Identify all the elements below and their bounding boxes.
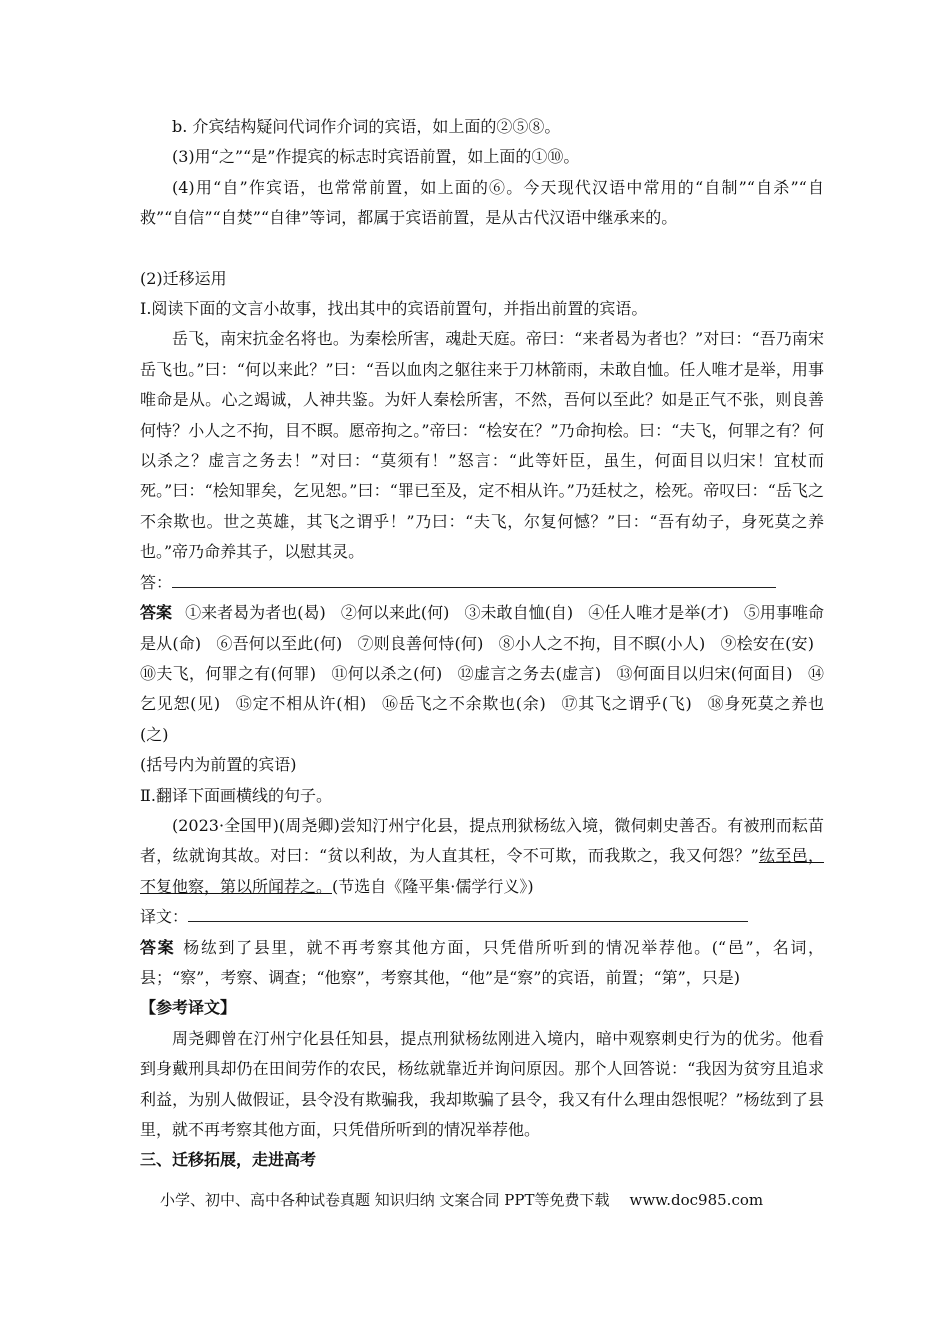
underlined-sentence: 纮至邑，不复他察，第以所闻荐之。: [140, 846, 824, 896]
answer-item: ⑫虚言之务去(虚言): [457, 663, 602, 683]
page-footer: [160, 1188, 800, 1212]
question-1-answer-line: [140, 568, 824, 598]
question-1-answer-block: [140, 598, 824, 750]
question-2-answer-block: [140, 933, 824, 994]
reference-translation: 周尧卿曾在汀州宁化县任知县，提点刑狱杨纮刚进入境内，暗中观察刺史行为的优劣。他看到身戴刑具却仍在田间劳作的农民，杨纮就靠近并询问原因。那个人回答说：“我因为贫穷且追求利益，为别人做假证，县令没有欺骗我，我却欺骗了县令，我又有什么理由怨恨呢？”杨纮到了县里，就不再考察其他方面，只凭借所听到的情况举荐他。: [140, 1028, 824, 1139]
question-2-passage: [140, 811, 824, 902]
answer-item: ⑯岳飞之不余欺也(余): [382, 694, 546, 714]
answer-item: ⑭乞见恕(见): [140, 663, 824, 714]
translation-prompt: 译文：: [140, 907, 189, 927]
answer-item: ⑥吾何以至此(何): [216, 633, 343, 653]
answer-item: ⑬何面目以归宋(何面目): [616, 663, 793, 683]
section-three-heading: 三、迁移拓展，走进高考: [140, 1150, 317, 1170]
answer-item: ④任人唯才是举(才): [588, 603, 729, 623]
answer-item: ⑱身死莫之养也(之): [140, 694, 824, 744]
answer-note: (括号内为前置的宾语): [140, 755, 297, 775]
question-1-passage: 岳飞，南宋抗金名将也。为秦桧所害，魂赴天庭。帝曰：“来者曷为者也？”对曰：“吾乃南宋岳飞也。”曰：“何以来此？”曰：“吾以血肉之躯往来于刀林箭雨，未敢自恤。任人唯才是举，用事唯命是从。心之竭诚，人神共鉴。为奸人秦桧所害，不然，吾何以至此？如是正气不张，则良善何恃？小人之不拘，目不瞑。愿帝拘之。”帝曰：“桧安在？”乃命拘桧。曰：“夫飞，何罪之有？何以杀之？虚言之务去！”对曰：“莫须有！”怒言：“此等奸臣，虽生，何面目以归宋！宜杖而死。”曰：“桧知罪矣，乞见恕。”曰：“罪已至及，定不相从许。”乃廷杖之，桧死。帝叹曰：“岳飞之不余欺也。世之英雄，其飞之谓乎！”乃曰：“夫飞，尔复何憾？”曰：“吾有幼子，身死莫之养也。”帝乃命养其子，以慰其灵。: [140, 329, 824, 562]
answer-item: ⑧小人之不拘，目不瞑(小人): [498, 633, 706, 653]
answer-item: ⑪何以杀之(何): [331, 663, 443, 683]
question-1-label: Ⅰ.阅读下面的文言小故事，找出其中的宾语前置句，并指出前置的宾语。: [140, 299, 648, 319]
answer-blank-line[interactable]: [172, 569, 776, 588]
rule-4-paragraph: (4)用“自”作宾语，也常常前置，如上面的⑥。今天现代汉语中常用的“自制”“自杀”“自救”“自信”“自焚”“自律”等词，都属于宾语前置，是从古代汉语中继承来的。: [140, 177, 824, 228]
answer-item: ①来者曷为者也(曷): [185, 603, 326, 623]
footer-text: 小学、初中、高中各种试卷真题 知识归纳 文案合同 PPT等免费下载: [160, 1191, 610, 1209]
answer-label: 答案: [140, 603, 173, 623]
answer-item: ⑨桧安在(安): [720, 633, 814, 653]
answer-item: ③未敢自恤(自): [464, 603, 574, 623]
answer-item: ⑰其飞之谓乎(飞): [561, 694, 692, 714]
passage-text: (2023·全国甲)(周尧卿)尝知汀州宁化县，提点刑狱杨纮入境，微伺刺史善否。有被刑而耘苗者，纮就询其故。对曰：“贫以利故，为人直其枉，令不可欺，而我欺之，我又何怨？”: [140, 815, 824, 866]
footer-url[interactable]: www.doc985.com: [629, 1191, 764, 1209]
question-2-answer-text: 杨纮到了县里，就不再考察其他方面，只凭借所听到的情况举荐他。(“邑”，名词，县；“察”，考察、调查；“他察”，考察其他，“他”是“察”的宾语，前置；“第”，只是): [140, 937, 824, 987]
answer-item: ⑩夫飞，何罪之有(何罪): [140, 663, 317, 683]
question-2-label: Ⅱ.翻译下面画横线的句子。: [140, 785, 332, 805]
translation-blank-line[interactable]: [188, 903, 748, 922]
section-spacer: [140, 234, 824, 264]
answer-item: ⑤用事唯命是从(命): [140, 603, 824, 653]
passage-source: (节选自《隆平集·儒学行义》): [332, 876, 534, 896]
answer-label: 答案: [140, 937, 176, 957]
answer-prompt: 答：: [140, 572, 173, 592]
rule-3-line: (3)用“之”“是”作提宾的标志时宾语前置，如上面的①⑩。: [172, 147, 580, 167]
answer-item: ⑦则良善何恃(何): [357, 633, 484, 653]
rule-b-line: b. 介宾结构疑问代词作介词的宾语，如上面的②⑤⑧。: [172, 117, 561, 136]
answer-item: ⑮定不相从许(相): [235, 694, 367, 714]
document-body: [140, 112, 824, 1176]
transfer-heading: (2)迁移运用: [140, 268, 227, 288]
reference-heading: 【参考译文】: [140, 998, 237, 1018]
answer-item: ②何以来此(何): [340, 603, 450, 623]
translation-line: [140, 902, 824, 932]
